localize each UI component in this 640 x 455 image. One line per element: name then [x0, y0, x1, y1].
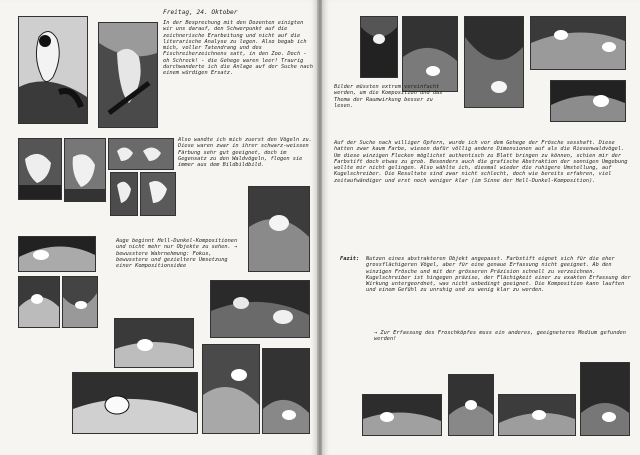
top-note-right: Bilder müssten extrem vereinfacht werden, um die Komposition und das Thema der Raumwirkung besser zu lesen.	[334, 84, 443, 109]
right-page	[322, 0, 640, 455]
date-heading: Freitag, 24. Oktober	[163, 9, 238, 16]
sketch-r-8	[498, 394, 576, 436]
sketch-frog-8	[202, 344, 260, 434]
sketch-bird-standing	[18, 16, 88, 124]
sketch-r-2	[402, 16, 458, 92]
sketch-thumb-2	[64, 138, 106, 202]
sketch-frog-1	[248, 186, 310, 272]
sketch-frog-9	[262, 348, 310, 434]
sketch-thumb-3	[108, 138, 174, 170]
birds-note: Also wandte ich mich zuerst den Vögeln zu. Diese waren zwar in ihrer schwarz-weissen Färbung sehr gut geeignet, doch im Gegensatz zu den Waldvögeln, flogen sie immer aus dem Bildbildbild.	[178, 137, 312, 168]
fazit-label-right: Fazit:	[340, 256, 360, 262]
sketch-bird-branch	[98, 22, 158, 128]
sketch-frog-3	[18, 276, 60, 328]
sketch-thumb-5	[140, 172, 176, 216]
sketch-frog-2	[18, 236, 96, 272]
sketch-frog-5	[210, 280, 310, 338]
sketch-r-9	[580, 362, 630, 436]
sketch-r-6	[362, 394, 442, 436]
sketch-frog-6	[114, 318, 194, 368]
sketch-thumb-4	[110, 172, 138, 216]
fazit-text-right: Nutzen eines abstrakteren Objekt angepasst. Farbstift eignet sich für die eher grossflächigeren Vögel, aber für eine genaue Erfassung nicht geeignet. Ab den winzigen Frösche und mit der grösseren Präzision schnell zu verzeichnen. Kugelschreiber ist hingegen präzise, der Flächigkeit einer zu exakten Erfassung der Wirkung untergeordnet, was nicht unbedingt geeignet. Die Komposition kann lauften und einem Gefühl zu unruhig und zu wenig klar zu werden.	[366, 256, 631, 294]
sketch-r-4	[530, 16, 626, 70]
sketch-frog-7	[72, 372, 198, 434]
fazit-arrow-right: → Zur Erfassung des Froschköpfes muss ein anderes, geeigneteres Medium gefunden werden!	[374, 330, 626, 343]
left-page	[0, 0, 318, 455]
fazit-text-left: Auge beginnt Hell-Dunkel-Kompositionen und nicht mehr nur Objekte zu sehen. → bewusstere Wahrnehmung: Fokus, bewusstere und gezieltere Umsetzung einer Kompositionsidee	[116, 238, 238, 269]
sketch-r-1	[360, 16, 398, 78]
intro-text: In der Besprechung mit den Dozenten einigten wir uns darauf, den Schwerpunkt auf die zeichnerische Erarbeitung und nicht auf die literarische Analyse zu legen. Also begab ich mich, voller Tatendrang und des Fischreiherzeichnens satt, in den Zoo. Doch - oh Schreck! - die Gehege waren leer! Traurig durchwanderte ich die Anlage auf der Suche nach einem würdigen Ersatz.	[163, 20, 313, 76]
sketch-r-7	[448, 374, 494, 436]
sketch-thumb-1	[18, 138, 62, 200]
sketch-r-5	[550, 80, 626, 122]
sketch-frog-4	[62, 276, 98, 328]
sketch-r-3	[464, 16, 524, 108]
main-text-right: Auf der Suche nach williger Opfern, wurde ich vor dem Gehege der Frösche sesshaft. Diese hatten zwar kaum Farbe, wiesen dafür völlig andere Dimensionen auf als die Riesenwaldvögel. Um diese winzigen Flecken möglichst authentisch zu Blatt bringen zu können, schien mir der Farbstift doch etwas zu grob. Besonders auch die grafische Abstraktion der sonnigen Umgebung wollte mir nicht gelingen. Also wählte ich, diesmal wieder die ruhigere Umstellung, auf Kugelschreiber. Die Resultate sind zwar nicht schlecht, doch wie bereits erfahren, viel zeitaufwändiger und erst noch weniger klar (im Sinne der Hell-Dunkel-Komposition).	[334, 140, 628, 184]
